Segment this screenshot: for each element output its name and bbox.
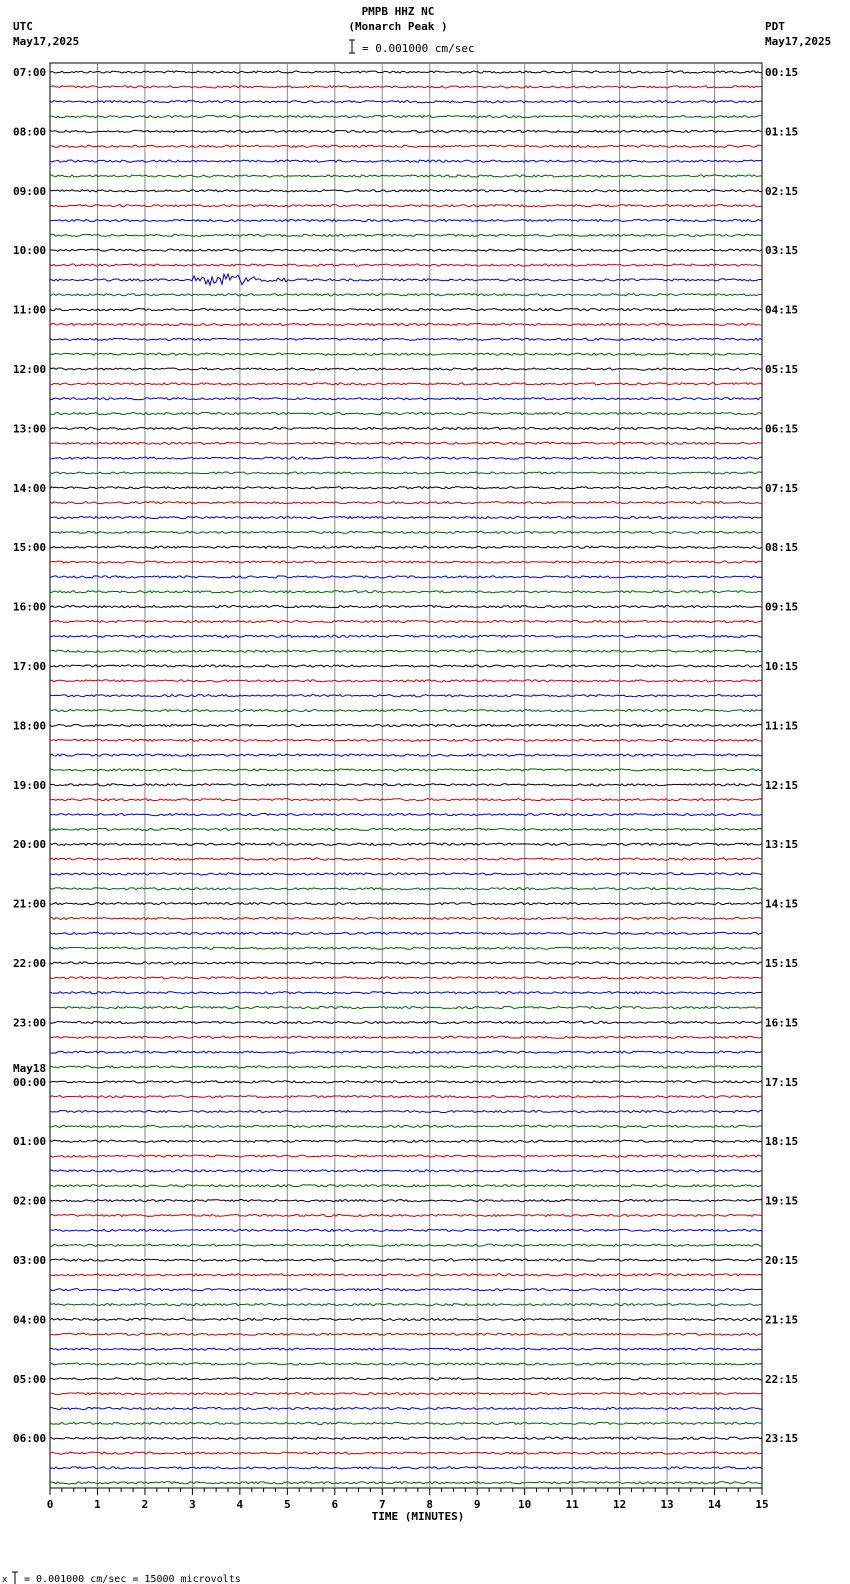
x-tick-label: 8: [426, 1498, 434, 1511]
trace-line: [50, 1096, 762, 1098]
trace-line: [50, 323, 762, 325]
utc-hour-label: 06:00: [13, 1432, 47, 1446]
trace-line: [50, 86, 762, 88]
trace-line: [50, 1021, 762, 1023]
pdt-hour-label: 11:15: [765, 719, 799, 733]
trace-line: [50, 353, 762, 355]
utc-hour-label: 23:00: [13, 1016, 47, 1030]
trace-line: [50, 1407, 762, 1409]
footer-scale-bar-icon: [12, 1572, 18, 1584]
utc-hour-label: 11:00: [13, 303, 47, 317]
trace-line: [50, 160, 762, 162]
trace-line: [50, 709, 762, 711]
trace-line: [50, 1437, 762, 1439]
trace-line: [50, 487, 762, 489]
x-axis-label: TIME (MINUTES): [371, 1510, 465, 1523]
right-date: May17,2025: [765, 35, 832, 48]
utc-hour-label: 15:00: [13, 541, 47, 555]
pdt-hour-label: 23:15: [765, 1432, 799, 1446]
trace-line: [50, 101, 762, 103]
trace-line: [50, 739, 762, 741]
utc-hour-label: 03:00: [13, 1254, 47, 1267]
trace-line: [50, 1274, 762, 1276]
x-tick-label: 5: [284, 1498, 291, 1511]
pdt-hour-label: 08:15: [765, 541, 799, 555]
pdt-hour-label: 14:15: [765, 897, 799, 911]
trace-line: [50, 427, 762, 429]
x-tick-label: 3: [189, 1498, 196, 1511]
pdt-hour-label: 21:15: [765, 1313, 799, 1327]
pdt-hour-label: 16:15: [765, 1016, 799, 1030]
trace-line: [50, 1036, 762, 1038]
footer-scale-label: = 0.001000 cm/sec = 15000 microvolts: [24, 1574, 241, 1584]
trace-line: [50, 1303, 762, 1305]
trace-line: [50, 1229, 762, 1231]
trace-line: [50, 1318, 762, 1320]
station-location: (Monarch Peak ): [348, 20, 448, 33]
pdt-hour-label: 20:15: [765, 1254, 799, 1267]
trace-line: [50, 175, 762, 177]
trace-line: [50, 1214, 762, 1216]
x-tick-label: 12: [612, 1498, 627, 1511]
right-timezone: PDT: [765, 20, 785, 33]
pdt-hour-label: 15:15: [765, 957, 799, 970]
trace-line: [50, 680, 762, 682]
pdt-hour-label: 19:15: [765, 1194, 799, 1208]
time-axis: [47, 1488, 769, 1511]
trace-line: [50, 843, 762, 845]
trace-line: [50, 1422, 762, 1424]
pdt-hour-label: 07:15: [765, 481, 799, 495]
trace-line: [50, 1155, 762, 1157]
trace-line: [50, 1051, 762, 1053]
trace-line: [50, 591, 762, 593]
utc-hour-label: 17:00: [13, 660, 47, 673]
utc-hour-label: 10:00: [13, 244, 47, 258]
x-tick-label: 1: [94, 1498, 101, 1511]
x-tick-label: 15: [755, 1498, 769, 1511]
trace-line: [50, 873, 762, 875]
trace-line: [50, 412, 762, 414]
traces: [50, 71, 762, 1484]
utc-hour-label: 00:00: [13, 1075, 47, 1089]
trace-line: [50, 1363, 762, 1365]
utc-hour-label: 16:00: [13, 600, 47, 614]
pdt-hour-label: 10:15: [765, 660, 799, 673]
utc-hour-label: 22:00: [13, 957, 47, 970]
trace-line: [50, 561, 762, 563]
utc-hour-label: 08:00: [13, 125, 47, 139]
trace-line: [50, 1467, 762, 1469]
pdt-hour-label: 02:15: [765, 184, 799, 198]
trace-line: [50, 1125, 762, 1127]
trace-line: [50, 828, 762, 830]
trace-line: [50, 1259, 762, 1261]
station-title: PMPB HHZ NC: [361, 5, 435, 18]
trace-line: [50, 546, 762, 548]
pdt-hour-label: 04:15: [765, 303, 799, 317]
pdt-hour-label: 00:15: [765, 66, 799, 79]
trace-line: [50, 205, 762, 207]
utc-hour-label: 05:00: [13, 1372, 47, 1386]
utc-hour-label: 20:00: [13, 838, 47, 852]
trace-line: [50, 1006, 762, 1008]
trace-line: [50, 219, 762, 221]
trace-line: [50, 115, 762, 117]
left-date: May17,2025: [13, 35, 80, 48]
trace-line: [50, 1081, 762, 1083]
trace-line: [50, 309, 762, 311]
trace-line: [50, 932, 762, 934]
pdt-hour-label: 06:15: [765, 422, 799, 436]
pdt-hour-label: 12:15: [765, 778, 799, 792]
x-tick-label: 13: [660, 1498, 674, 1511]
trace-line: [50, 977, 762, 979]
trace-line: [50, 947, 762, 949]
trace-line: [50, 442, 762, 444]
trace-line: [50, 813, 762, 815]
trace-line: [50, 274, 762, 285]
utc-hour-label: 01:00: [13, 1135, 47, 1149]
trace-line: [50, 606, 762, 608]
utc-hour-label: 18:00: [13, 719, 47, 733]
trace-line: [50, 502, 762, 504]
trace-line: [50, 1110, 762, 1112]
x-tick-label: 4: [236, 1498, 244, 1511]
trace-line: [50, 1452, 762, 1454]
trace-line: [50, 383, 762, 385]
pdt-hour-label: 18:15: [765, 1135, 799, 1149]
trace-line: [50, 858, 762, 860]
utc-hour-label: 14:00: [13, 481, 47, 495]
trace-line: [50, 635, 762, 637]
pdt-hour-label: 17:15: [765, 1075, 799, 1089]
trace-line: [50, 754, 762, 756]
pdt-hour-label: 01:15: [765, 125, 799, 139]
utc-hour-label: 07:00: [13, 66, 47, 79]
utc-hour-label: 13:00: [13, 422, 47, 436]
trace-line: [50, 249, 762, 251]
scale-bar-icon: [349, 40, 355, 53]
trace-line: [50, 1244, 762, 1246]
trace-line: [50, 769, 762, 771]
x-tick-label: 9: [473, 1498, 481, 1511]
trace-line: [50, 294, 762, 296]
x-tick-label: 0: [46, 1498, 54, 1511]
trace-line: [50, 190, 762, 192]
trace-line: [50, 576, 762, 578]
trace-line: [50, 1066, 762, 1068]
x-tick-label: 7: [378, 1498, 386, 1511]
trace-line: [50, 130, 762, 132]
trace-line: [50, 1200, 762, 1202]
trace-line: [50, 1333, 762, 1335]
trace-line: [50, 1170, 762, 1172]
trace-line: [50, 1378, 762, 1380]
trace-line: [50, 531, 762, 533]
trace-line: [50, 1289, 762, 1291]
footer-scale-prefix: x: [2, 1575, 8, 1584]
x-tick-label: 11: [565, 1498, 579, 1511]
trace-line: [50, 695, 762, 697]
pdt-hour-label: 03:15: [765, 244, 799, 258]
utc-hour-label: 19:00: [13, 778, 47, 792]
x-tick-label: 10: [518, 1498, 532, 1511]
trace-line: [50, 962, 762, 964]
trace-line: [50, 398, 762, 400]
trace-line: [50, 368, 762, 370]
trace-line: [50, 650, 762, 652]
trace-line: [50, 784, 762, 786]
utc-date-change-label: May18: [13, 1061, 47, 1075]
scale-label: = 0.001000 cm/sec: [362, 42, 475, 55]
x-tick-label: 6: [331, 1498, 339, 1511]
trace-line: [50, 903, 762, 905]
trace-line: [50, 888, 762, 890]
trace-line: [50, 264, 762, 266]
trace-line: [50, 1140, 762, 1142]
trace-line: [50, 472, 762, 474]
pdt-hour-label: 22:15: [765, 1372, 799, 1386]
pdt-hour-label: 09:15: [765, 600, 799, 614]
trace-line: [50, 516, 762, 518]
trace-line: [50, 457, 762, 459]
trace-line: [50, 724, 762, 726]
trace-line: [50, 665, 762, 667]
trace-line: [50, 338, 762, 340]
trace-line: [50, 1185, 762, 1187]
trace-line: [50, 917, 762, 919]
x-tick-label: 14: [707, 1498, 722, 1511]
utc-hour-label: 09:00: [13, 184, 47, 198]
pdt-hour-label: 05:15: [765, 363, 799, 376]
utc-hour-label: 04:00: [13, 1313, 47, 1327]
utc-hour-label: 21:00: [13, 897, 47, 911]
utc-hour-label: 12:00: [13, 363, 47, 376]
trace-line: [50, 145, 762, 147]
trace-line: [50, 71, 762, 73]
trace-line: [50, 1393, 762, 1395]
utc-hour-label: 02:00: [13, 1194, 47, 1208]
left-timezone: UTC: [13, 20, 33, 33]
trace-line: [50, 620, 762, 622]
trace-line: [50, 1482, 762, 1484]
trace-line: [50, 1348, 762, 1350]
pdt-hour-label: 13:15: [765, 838, 799, 852]
trace-line: [50, 992, 762, 994]
trace-line: [50, 234, 762, 236]
trace-line: [50, 799, 762, 801]
x-tick-label: 2: [141, 1498, 149, 1511]
